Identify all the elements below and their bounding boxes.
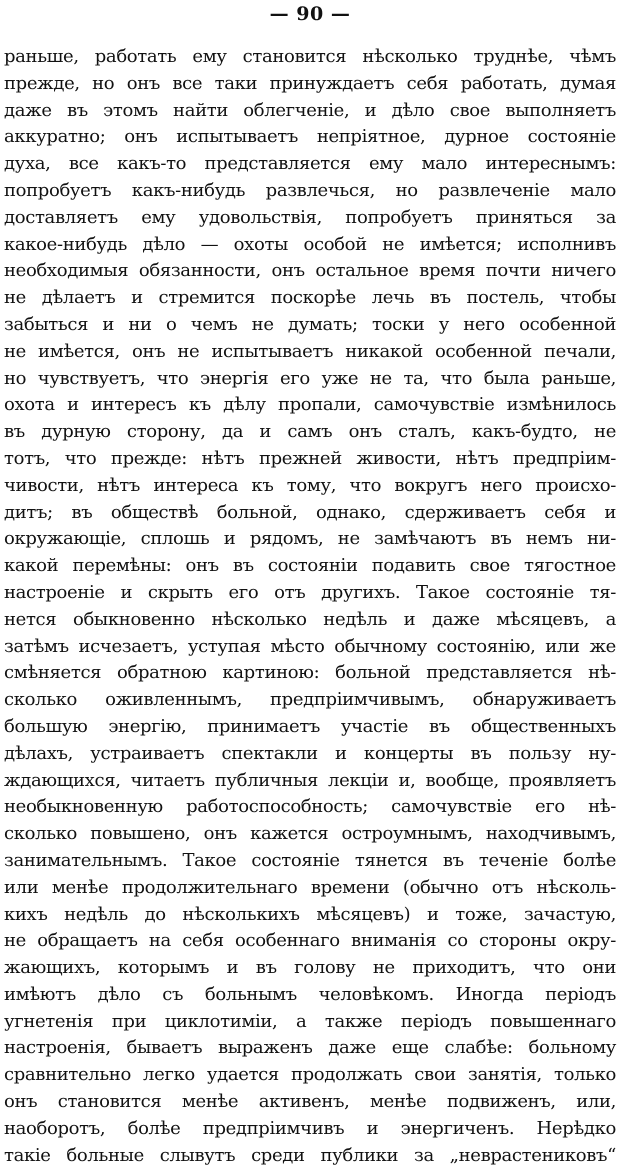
text-line: доставляетъ ему удовольствія, попробуетъ приняться за	[4, 206, 616, 228]
text-line: жающихъ, которымъ и въ голову не приходитъ, что они	[4, 957, 616, 979]
text-line: духа, все какъ-то представляется ему мало интереснымъ:	[4, 153, 616, 175]
text-line: раньше, работать ему становится нѣсколько труднѣе, чѣмъ	[4, 46, 616, 67]
text-line: тотъ, что прежде: нѣтъ прежней живости, нѣтъ предпріим-	[4, 447, 616, 469]
text-line: нется обыкновенно нѣсколько недѣль и даже мѣсяцевъ, а	[4, 608, 616, 630]
text-line: настроенія, бываетъ выраженъ даже еще слабѣе: больному	[4, 1037, 616, 1059]
text-line: въ дурную сторону, да и самъ онъ сталъ, какъ-будто, не	[4, 421, 616, 443]
text-line: какой перемѣны: онъ въ состояніи подавить свое тягостное	[4, 555, 616, 577]
text-line: попробуетъ какъ-нибудь развлечься, но развлеченіе мало	[4, 179, 616, 201]
text-line: наоборотъ, болѣе предпріимчивъ и энергиченъ. Нерѣдко	[4, 1117, 616, 1139]
text-line: дѣлахъ, устраиваетъ спектакли и концерты въ пользу ну-	[4, 742, 616, 764]
text-line: угнетенія при циклотиміи, а также періодъ повышеннаго	[4, 1010, 616, 1032]
text-line: охота и интересъ къ дѣлу пропали, самочувствіе измѣнилось	[4, 394, 616, 416]
text-line: аккуратно; онъ испытываетъ непріятное, дурное состояніе	[4, 126, 616, 148]
text-line: онъ становится менѣе активенъ, менѣе подвиженъ, или,	[4, 1091, 616, 1113]
text-line: окружающіе, сплошь и рядомъ, не замѣчаютъ въ немъ ни-	[4, 528, 616, 550]
text-line: кихъ недѣль до нѣсколькихъ мѣсяцевъ) и тоже, зачастую,	[4, 903, 616, 925]
text-line: не обращаетъ на себя особеннаго вниманія со стороны окру-	[4, 930, 616, 952]
text-line: настроеніе и скрыть его отъ другихъ. Такое состояніе тя-	[4, 581, 616, 603]
text-line: затѣмъ исчезаетъ, уступая мѣсто обычному состоянію, или же	[4, 635, 616, 657]
body-text	[4, 44, 616, 1169]
text-line: занимательнымъ. Такое состояніе тянется въ теченіе болѣе	[4, 849, 616, 871]
text-line: необыкновенную работоспособность; самочувствіе его нѣ-	[4, 796, 616, 818]
text-line: имѣютъ дѣло съ больнымъ человѣкомъ. Иногда періодъ	[4, 983, 616, 1005]
text-line: забыться и ни о чемъ не думать; тоски у него особенной	[4, 313, 616, 335]
text-line: сколько повышено, онъ кажется остроумнымъ, находчивымъ,	[4, 823, 616, 845]
text-line: такіе больные слывутъ среди публики за „неврастениковъ“	[4, 1144, 616, 1166]
text-line: большую энергію, принимаетъ участіе въ общественныхъ	[4, 715, 616, 737]
text-line: сколько оживленнымъ, предпріимчивымъ, обнаруживаетъ	[4, 689, 616, 711]
text-line: или менѣе продолжительнаго времени (обычно отъ нѣсколь-	[4, 876, 616, 898]
text-line: дитъ; въ обществѣ больной, однако, сдерживаетъ себя и	[4, 501, 616, 523]
text-line: даже въ этомъ найти облегченіе, и дѣло свое выполняетъ	[4, 99, 616, 121]
page-number: — 90 —	[269, 3, 351, 25]
text-line: сравнительно легко удается продолжать свои занятія, только	[4, 1064, 616, 1086]
text-line: чивости, нѣтъ интереса къ тому, что вокругъ него происхо-	[4, 474, 616, 496]
text-line: ждающихся, читаетъ публичныя лекціи и, вообще, проявляетъ	[4, 769, 616, 791]
text-line: не имѣется, онъ не испытываетъ никакой особенной печали,	[4, 340, 616, 362]
text-line: какое-нибудь дѣло — охоты особой не имѣется; исполнивъ	[4, 233, 616, 255]
text-line: смѣняется обратною картиною: больной представляется нѣ-	[4, 662, 616, 684]
text-line: прежде, но онъ все таки принуждаетъ себя работать, думая	[4, 72, 616, 94]
text-line: необходимыя обязанности, онъ остальное время почти ничего	[4, 260, 616, 282]
text-line: но чувствуетъ, что энергія его уже не та, что была раньше,	[4, 367, 616, 389]
text-line: не дѣлаетъ и стремится поскорѣе лечь въ постель, чтобы	[4, 287, 616, 309]
